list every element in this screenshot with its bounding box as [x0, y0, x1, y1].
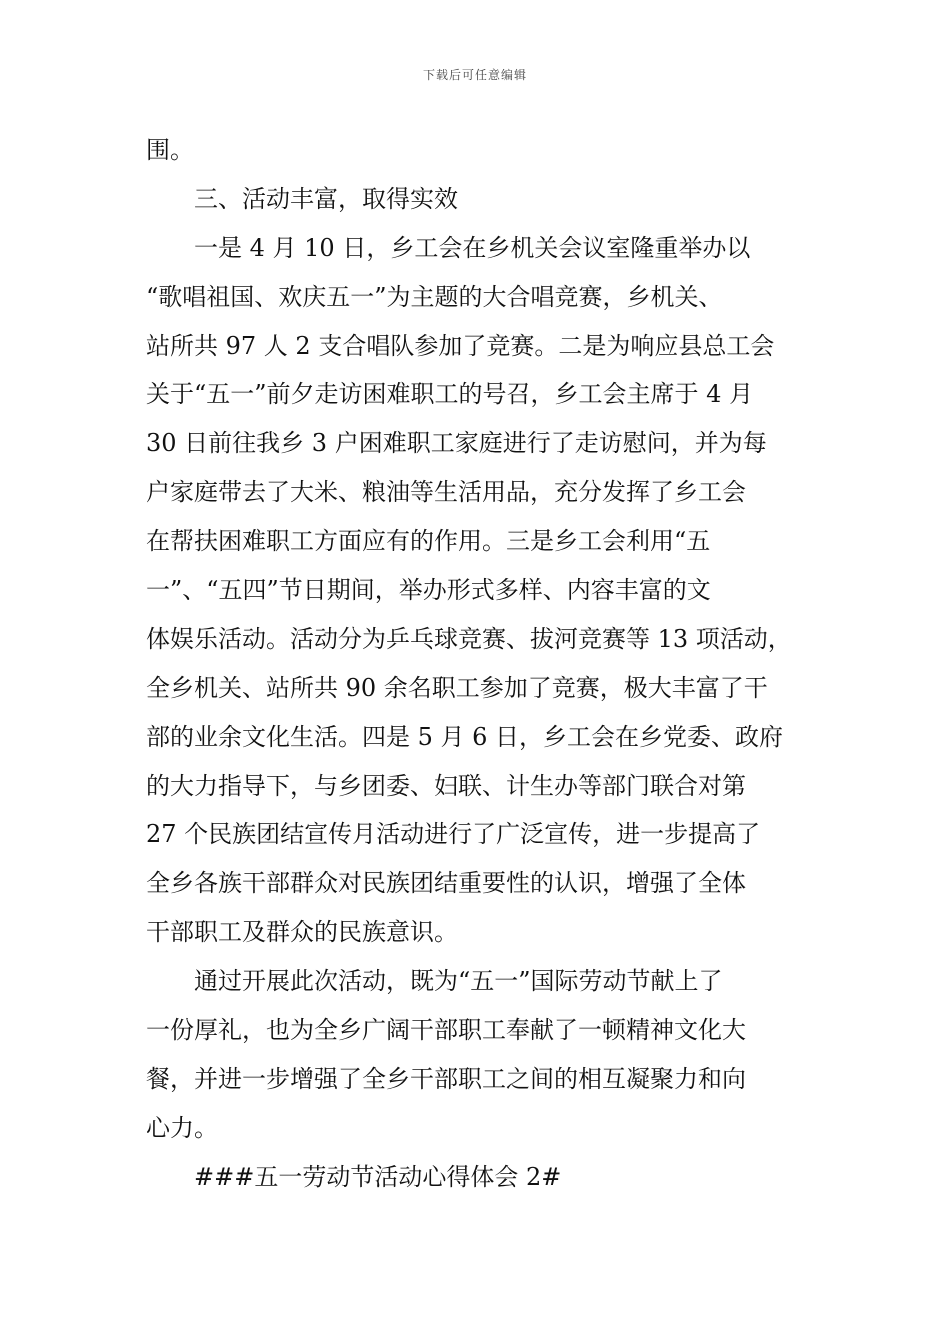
- text-line: 的大力指导下，与乡团委、妇联、计生办等部门联合对第: [146, 771, 746, 800]
- text-line: 体娱乐活动。活动分为乒乓球竞赛、拔河竞赛等 13 项活动，: [146, 624, 792, 653]
- text-line: 心力。: [146, 1113, 218, 1142]
- document-body: [146, 126, 832, 1202]
- text-line: 围。: [146, 136, 194, 164]
- page-header: 下载后可任意编辑: [422, 68, 527, 82]
- text-line: 餐，并进一步增强了全乡干部职工之间的相互凝聚力和向: [146, 1064, 746, 1093]
- text-line: 站所共 97 人 2 支合唱队参加了竞赛。二是为响应县总工会: [146, 331, 775, 360]
- text-line: 全乡各族干部群众对民族团结重要性的认识，增强了全体: [146, 869, 746, 898]
- text-line: 部的业余文化生活。四是 5 月 6 日，乡工会在乡党委、政府: [146, 722, 784, 751]
- text-line: 27 个民族团结宣传月活动进行了广泛宣传，进一步提高了: [146, 820, 761, 849]
- text-line: 全乡机关、站所共 90 余名职工参加了竞赛，极大丰富了干: [146, 673, 768, 702]
- text-line: 户家庭带去了大米、粮油等生活用品，充分发挥了乡工会: [146, 478, 746, 507]
- text-line: 干部职工及群众的民族意识。: [146, 918, 458, 947]
- text-line: 三、活动丰富，取得实效: [194, 184, 458, 213]
- text-line: 30 日前往我乡 3 户困难职工家庭进行了走访慰问，并为每: [146, 429, 767, 458]
- text-line: “歌唱祖国、欢庆五一”为主题的大合唱竞赛，乡机关、: [146, 282, 723, 311]
- text-line: ###五一劳动节活动心得体会 2#: [194, 1162, 562, 1191]
- text-line: 关于“五一”前夕走访困难职工的号召，乡工会主席于 4 月: [146, 380, 754, 409]
- text-line: 在帮扶困难职工方面应有的作用。三是乡工会利用“五: [146, 527, 711, 556]
- text-line: 一是 4 月 10 日，乡工会在乡机关会议室隆重举办以: [194, 233, 751, 262]
- text-line: 通过开展此次活动，既为“五一”国际劳动节献上了: [194, 967, 723, 996]
- text-line: 一份厚礼，也为全乡广阔干部职工奉献了一顿精神文化大: [146, 1016, 746, 1045]
- text-line: 一”、“五四”节日期间，举办形式多样、内容丰富的文: [146, 576, 711, 605]
